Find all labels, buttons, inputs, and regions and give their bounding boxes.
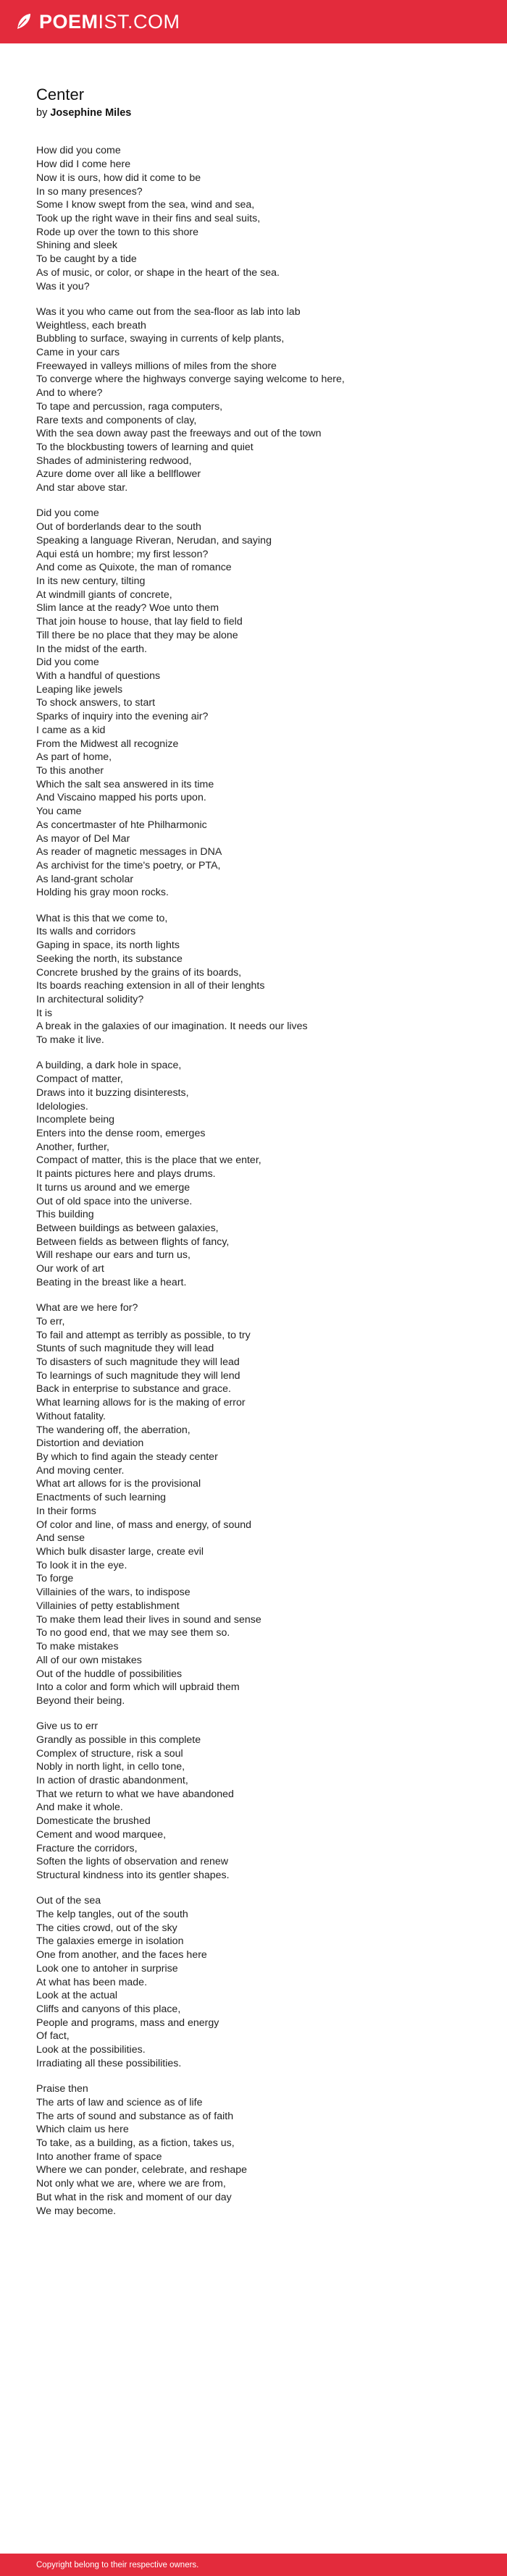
poem-line: As part of home,: [36, 751, 112, 764]
poem-line: By which to find again the steady center: [36, 1451, 218, 1464]
poem-line: At what has been made.: [36, 1976, 148, 1988]
poem-line: In so many presences?: [36, 185, 143, 198]
poem-line: Give us to err: [36, 1720, 99, 1733]
poem-line: Was it you who came out from the sea-floor as lab into lab: [36, 305, 301, 318]
poem-line: To learnings of such magnitude they will lend: [36, 1369, 240, 1382]
poem-line: It turns us around and we emerge: [36, 1181, 190, 1194]
poem-line: And Viscaino mapped his ports upon.: [36, 792, 206, 804]
poem-line: All of our own mistakes: [36, 1654, 142, 1666]
site-footer: [0, 2554, 507, 2576]
poem-line: That join house to house, that lay field to field: [36, 616, 243, 628]
feather-pen-icon: [14, 12, 33, 31]
site-header: [0, 0, 507, 43]
poem-line: As archivist for the time's poetry, or PTA,: [36, 860, 221, 872]
poem-line: Concrete brushed by the grains of its boards,: [36, 966, 242, 979]
poem-line: Rode up over the town to this shore: [36, 226, 198, 238]
poem-line: Freewayed in valleys millions of miles from the shore: [36, 360, 277, 372]
poem-line: Between buildings as between galaxies,: [36, 1222, 219, 1235]
poem-stanza: [36, 1894, 471, 2070]
poem-line: As mayor of Del Mar: [36, 832, 130, 845]
poem-line: Idelologies.: [36, 1100, 88, 1112]
poem-line: To converge where the highways converge saying welcome to here,: [36, 373, 345, 386]
poem-line: Into a color and form which will upbraid them: [36, 1681, 240, 1694]
byline-prefix: by: [36, 107, 48, 119]
poem-line: Did you come: [36, 656, 99, 669]
poem-line: As concertmaster of hte Philharmonic: [36, 819, 207, 831]
poem-line: Stunts of such magnitude they will lead: [36, 1343, 214, 1355]
poem-stanza: [36, 305, 471, 495]
copyright-text: Copyright belong to their respective owners.: [36, 2560, 199, 2569]
poem-line: The galaxies emerge in isolation: [36, 1935, 184, 1948]
poem-line: In their forms: [36, 1505, 96, 1517]
poem-line: And moving center.: [36, 1464, 125, 1477]
poem-line: Irradiating all these possibilities.: [36, 2057, 182, 2069]
poem-line: The arts of law and science as of life: [36, 2096, 203, 2108]
poem-line: Praise then: [36, 2083, 88, 2095]
poem-body: [36, 144, 471, 2218]
author-name[interactable]: Josephine Miles: [50, 107, 132, 119]
poem-line: Enters into the dense room, emerges: [36, 1127, 206, 1139]
poem-line: Look at the possibilities.: [36, 2044, 146, 2056]
poem-stanza: [36, 1301, 471, 1708]
poem-line: Structural kindness into its gentler shapes.: [36, 1870, 230, 1882]
poem-line: To fail and attempt as terribly as possible, to try: [36, 1329, 251, 1341]
poem-line: Slim lance at the ready? Woe unto them: [36, 602, 219, 615]
poem-line: To take, as a building, as a fiction, takes us,: [36, 2137, 235, 2150]
poem-line: To be caught by a tide: [36, 253, 137, 266]
poem-line: A building, a dark hole in space,: [36, 1060, 182, 1072]
poem-line: Cement and wood marquee,: [36, 1828, 167, 1841]
logo-text: [39, 12, 180, 32]
poem-line: Look one to antoher in surprise: [36, 1962, 178, 1975]
poem-line: What is this that we come to,: [36, 912, 168, 924]
poem-line: The arts of sound and substance as of faith: [36, 2110, 234, 2122]
poem-line: Sparks of inquiry into the evening air?: [36, 711, 209, 723]
poem-stanza: [36, 1059, 471, 1289]
poem-line: To no good end, that we may see them so.: [36, 1627, 230, 1639]
poem-line: People and programs, mass and energy: [36, 2017, 219, 2029]
poem-line: Some I know swept from the sea, wind and sea,: [36, 199, 255, 211]
poem-line: Compact of matter,: [36, 1073, 123, 1086]
poem-line: Soften the lights of observation and renew: [36, 1856, 229, 1868]
poem-line: As land-grant scholar: [36, 873, 134, 885]
poem-line: Now it is ours, how did it come to be: [36, 172, 201, 184]
poem-stanza: [36, 1720, 471, 1883]
poem-line: Where we can ponder, celebrate, and reshape: [36, 2164, 248, 2176]
poem-line: Of color and line, of mass and energy, of sound: [36, 1519, 252, 1531]
poem-line: Compact of matter, this is the place that we enter,: [36, 1154, 261, 1167]
poem-line: To make them lead their lives in sound and sense: [36, 1613, 261, 1626]
poem-line: It paints pictures here and plays drums.: [36, 1168, 216, 1181]
poem-line: Out of borderlands dear to the south: [36, 521, 201, 533]
poem-line: Without fatality.: [36, 1410, 106, 1422]
poem-line: Its boards reaching extension in all of their lenghts: [36, 980, 265, 992]
poem-line: What art allows for is the provisional: [36, 1478, 201, 1490]
poem-line: From the Midwest all recognize: [36, 738, 179, 750]
poem-line: How did you come: [36, 145, 121, 157]
poem-line: Aqui está un hombre; my first lesson?: [36, 548, 209, 560]
poem-line: Azure dome over all like a bellflower: [36, 468, 201, 481]
poem-line: Was it you?: [36, 280, 90, 292]
poem-line: Out of the sea: [36, 1895, 101, 1907]
poem-line: Between fields as between flights of fancy,: [36, 1236, 230, 1248]
poem-line: Which the salt sea answered in its time: [36, 778, 214, 790]
poem-line: What learning allows for is the making of error: [36, 1397, 246, 1409]
poem-line: In action of drastic abandonment,: [36, 1775, 188, 1787]
poem-line: To the blockbusting towers of learning and quiet: [36, 441, 254, 453]
poem-line: Shining and sleek: [36, 240, 118, 252]
site-logo[interactable]: [14, 12, 180, 32]
poem-line: Out of the huddle of possibilities: [36, 1668, 183, 1680]
poem-line: And star above star.: [36, 482, 128, 494]
poem-line: Seeking the north, its substance: [36, 953, 183, 965]
poem-container: [36, 85, 471, 2230]
poem-line: Rare texts and components of clay,: [36, 414, 197, 426]
poem-line: Took up the right wave in their fins and seal suits,: [36, 212, 261, 224]
poem-line: To disasters of such magnitude they will lead: [36, 1356, 240, 1368]
poem-line: How did I come here: [36, 159, 131, 171]
poem-line: And to where?: [36, 387, 103, 400]
poem-line: This building: [36, 1209, 94, 1221]
poem-line: Grandly as possible in this complete: [36, 1733, 201, 1746]
poem-stanza: [36, 2082, 471, 2218]
poem-line: The kelp tangles, out of the south: [36, 1909, 188, 1921]
poem-stanza: [36, 507, 471, 900]
poem-line: To err,: [36, 1315, 65, 1327]
poem-line: In architectural solidity?: [36, 994, 144, 1006]
poem-line: But what in the risk and moment of our day: [36, 2191, 232, 2203]
poem-line: Which claim us here: [36, 2124, 129, 2136]
poem-line: Beyond their being.: [36, 1694, 125, 1707]
poem-line: At windmill giants of concrete,: [36, 588, 172, 601]
poem-line: Will reshape our ears and turn us,: [36, 1249, 190, 1262]
poem-line: Did you come: [36, 507, 99, 520]
poem-line: Another, further,: [36, 1141, 109, 1153]
logo-text-light: IST.COM: [98, 10, 180, 33]
poem-line: Leaping like jewels: [36, 683, 123, 696]
poem-title: Center: [36, 85, 85, 104]
poem-line: As of music, or color, or shape in the heart of the sea.: [36, 266, 280, 279]
logo-text-bold: POEM: [39, 10, 99, 33]
poem-line: Enactments of such learning: [36, 1492, 167, 1504]
poem-line: The cities crowd, out of the sky: [36, 1922, 177, 1934]
poem-line: Back in enterprise to substance and grace.: [36, 1383, 231, 1395]
poem-line: It is: [36, 1007, 53, 1019]
poem-line: The wandering off, the aberration,: [36, 1424, 190, 1436]
poem-line: I came as a kid: [36, 724, 106, 736]
poem-line: To look it in the eye.: [36, 1559, 127, 1571]
poem-line: Which bulk disaster large, create evil: [36, 1546, 204, 1558]
poem-line: Domesticate the brushed: [36, 1815, 151, 1828]
poem-line: Fracture the corridors,: [36, 1842, 138, 1854]
poem-line: With the sea down away past the freeways and out of the town: [36, 428, 322, 440]
poem-line: What are we here for?: [36, 1302, 138, 1314]
poem-line: To tape and percussion, raga computers,: [36, 400, 223, 413]
poem-line: To shock answers, to start: [36, 697, 156, 709]
poem-line: Of fact,: [36, 2030, 70, 2043]
poem-line: Look at the actual: [36, 1990, 118, 2002]
poem-line: Our work of art: [36, 1263, 104, 1275]
poem-line: Till there be no place that they may be alone: [36, 629, 238, 641]
poem-line: Cliffs and canyons of this place,: [36, 2003, 181, 2016]
poem-line: Out of old space into the universe.: [36, 1195, 193, 1207]
poem-line: To make mistakes: [36, 1641, 119, 1653]
poem-line: Holding his gray moon rocks.: [36, 887, 169, 899]
poem-line: Not only what we are, where we are from,: [36, 2178, 226, 2190]
poem-line: Villainies of petty establishment: [36, 1600, 180, 1612]
poem-line: Distortion and deviation: [36, 1437, 144, 1450]
poem-line: Weightless, each breath: [36, 319, 146, 331]
poem-line: In its new century, tilting: [36, 575, 146, 587]
poem-line: Bubbling to surface, swaying in currents of kelp plants,: [36, 333, 285, 345]
poem-stanza: [36, 144, 471, 293]
poem-line: And come as Quixote, the man of romance: [36, 562, 232, 574]
poem-line: And make it whole.: [36, 1802, 123, 1814]
poem-line: Speaking a language Riveran, Nerudan, and saying: [36, 534, 272, 546]
poem-line: One from another, and the faces here: [36, 1949, 207, 1961]
poem-line: Its walls and corridors: [36, 926, 136, 938]
poem-line: Draws into it buzzing disinterests,: [36, 1086, 189, 1099]
poem-line: Incomplete being: [36, 1114, 115, 1126]
poem-line: To forge: [36, 1573, 74, 1585]
poem-line: Shades of administering redwood,: [36, 455, 192, 467]
poem-line: As reader of magnetic messages in DNA: [36, 846, 222, 858]
poem-line: A break in the galaxies of our imagination. It needs our lives: [36, 1021, 308, 1033]
poem-line: Complex of structure, risk a soul: [36, 1747, 183, 1760]
poem-line: With a handful of questions: [36, 670, 161, 682]
poem-line: You came: [36, 806, 82, 818]
poem-line: We may become.: [36, 2205, 117, 2217]
poem-line: That we return to what we have abandoned: [36, 1788, 234, 1800]
poem-line: In the midst of the earth.: [36, 643, 147, 655]
poem-line: Villainies of the wars, to indispose: [36, 1587, 190, 1599]
poem-line: To this another: [36, 765, 104, 777]
poem-line: And sense: [36, 1532, 85, 1545]
poem-line: Beating in the breast like a heart.: [36, 1276, 187, 1288]
poem-line: Into another frame of space: [36, 2150, 162, 2163]
poem-line: Nobly in north light, in cello tone,: [36, 1761, 185, 1773]
poem-stanza: [36, 912, 471, 1047]
poem-line: To make it live.: [36, 1034, 104, 1047]
byline: [36, 107, 471, 119]
poem-line: Came in your cars: [36, 346, 120, 358]
poem-line: Gaping in space, its north lights: [36, 939, 180, 952]
